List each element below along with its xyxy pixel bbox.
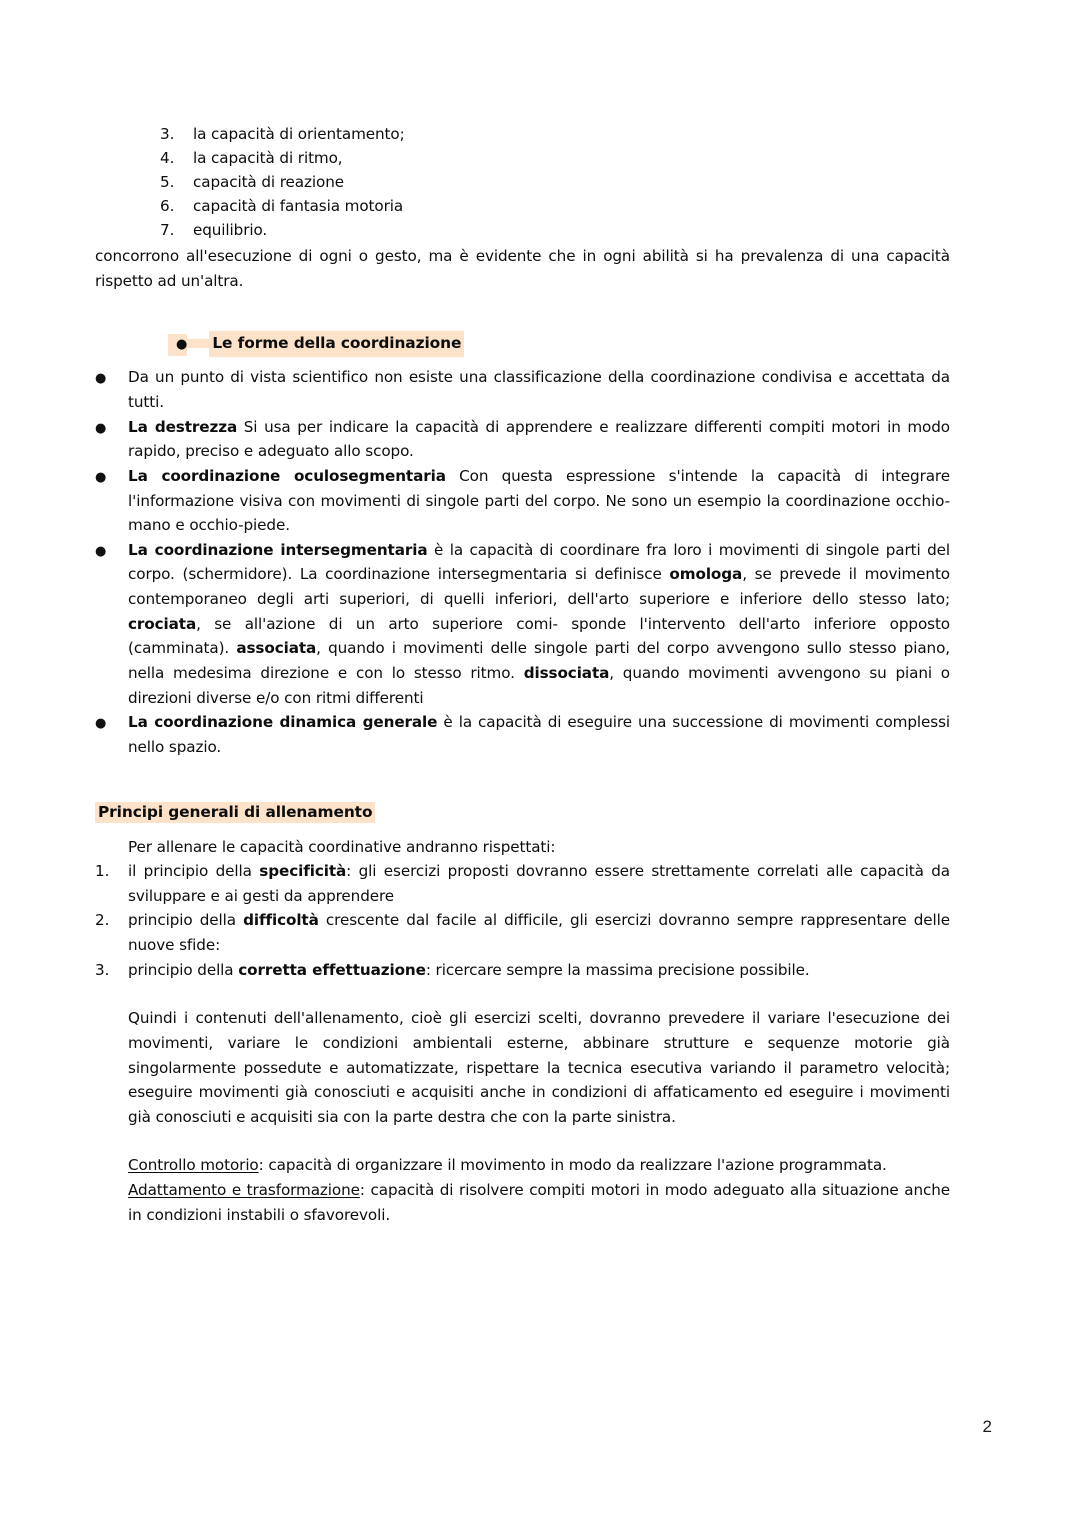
list-item-number: 4. — [160, 149, 175, 168]
list-item-body-text: è la capacità di eseguire una successione di movimenti complessi nello spazio. — [128, 713, 950, 756]
bullet-icon: ● — [95, 716, 107, 732]
definition-term: Adattamento e trasformazione — [128, 1181, 360, 1200]
spacer — [95, 1129, 950, 1153]
list-item-label: la capacità di ritmo, — [193, 149, 343, 168]
list-item-body-text: , se all'azione di un arto superiore comi- sponde l'intervento dell'arto inferiore opposto (camminata). — [128, 614, 950, 658]
heading-forme-coordinazione-label: Le forme della coordinazione — [209, 331, 464, 357]
list-item-text: Da un punto di vista scientifico non esiste una classificazione della coordinazione condivisa e accettata da tutti. — [128, 368, 950, 412]
list-item-lead-term: La destrezza — [128, 417, 238, 436]
list-item-number: 1. — [95, 862, 110, 881]
list-item-label: capacità di fantasia motoria — [193, 197, 404, 216]
list-item-text — [128, 908, 950, 957]
emphasis-corretta-effettuazione: corretta effettuazione — [238, 960, 426, 979]
list-item-post-text: : ricercare sempre la massima precisione possibile. — [425, 960, 810, 979]
emphasis-dissociata: dissociata — [523, 663, 610, 682]
list-item — [95, 464, 950, 538]
list-item — [95, 958, 950, 983]
bullet-icon: ● — [95, 543, 107, 559]
forme-coordinazione-list — [95, 365, 950, 759]
list-item-number: 3. — [95, 960, 110, 979]
list-item — [95, 218, 950, 242]
list-item — [95, 146, 950, 170]
principi-numbered-list — [95, 859, 950, 982]
bullet-icon: ● — [95, 420, 107, 436]
list-item-text — [128, 958, 950, 983]
heading-forme-coordinazione — [95, 331, 950, 357]
definition-adattamento-trasformazione — [128, 1178, 950, 1227]
list-item-body-text: , quando i movimenti delle singole parti del corpo avvengono sullo stesso piano, nella medesima direzione e con lo stesso ritmo. — [128, 639, 950, 682]
list-item — [95, 122, 950, 146]
bullet-icon: ● — [95, 469, 107, 485]
emphasis-specificita: specificità — [259, 862, 347, 881]
bullet-icon: ● — [95, 371, 107, 387]
list-item — [95, 415, 950, 464]
definitions-block — [128, 1153, 950, 1227]
list-item-label: capacità di reazione — [193, 173, 344, 192]
list-item-pre-text: il principio della — [128, 862, 260, 881]
list-item-text — [128, 859, 950, 908]
list-item-lead-term: La coordinazione dinamica generale — [128, 713, 438, 732]
list-item-label: equilibrio. — [193, 221, 268, 240]
list-item-lead-term: La coordinazione oculosegmentaria — [128, 466, 446, 485]
emphasis-difficolta: difficoltà — [243, 911, 319, 930]
emphasis-omologa: omologa — [669, 565, 743, 584]
list-item — [95, 170, 950, 194]
list-item — [95, 859, 950, 908]
list-item-body-text: Con questa espressione s'intende la capacità di integrare l'informazione visiva con movimenti di singole parti del corpo. Ne sono un esempio la coordinazione occhio-mano e occhio-piede. — [128, 466, 950, 535]
definition-term: Controllo motorio — [128, 1156, 259, 1175]
list-item — [95, 908, 950, 957]
list-item-number: 5. — [160, 173, 175, 192]
list-item-post-text: crescente dal facile al difficile, gli esercizi dovranno sempre rappresentare delle nuove sfide: — [128, 911, 950, 955]
list-item-text — [128, 538, 950, 710]
emphasis-associata: associata — [236, 639, 317, 658]
list-item-body-text: , se prevede il movimento contemporaneo degli arti superiori, di quelli inferiori, dell'arto superiore e inferiore dello stesso lato; — [128, 565, 950, 609]
emphasis-crociata: crociata — [128, 614, 197, 633]
list-item — [95, 365, 950, 414]
definition-text: : capacità di risolvere compiti motori in modo adeguato alla situazione anche in condizioni instabili o sfavorevoli. — [128, 1181, 950, 1224]
spacer — [95, 982, 950, 1006]
list-item-pre-text: principio della — [128, 911, 244, 930]
list-item-lead-term: La coordinazione intersegmentaria — [128, 540, 428, 559]
list-item-body-text: Si usa per indicare la capacità di apprendere e realizzare differenti compiti motori in modo rapido, preciso e adeguato allo scopo. — [128, 417, 950, 461]
document-content — [95, 122, 950, 1227]
list-item-body-text: è la capacità di coordinare fra loro i movimenti di singole parti del corpo. (schermidore). La coordinazione intersegmentaria si definisce — [128, 540, 950, 584]
heading-highlight-spacer — [187, 339, 209, 348]
list-item — [95, 710, 950, 759]
bullet-icon: ● — [168, 334, 187, 356]
definition-controllo-motorio — [128, 1153, 950, 1178]
definition-text: : capacità di organizzare il movimento in modo da realizzare l'azione programmata. — [258, 1156, 887, 1175]
list-item-body-text: , quando movimenti avvengono su piani o direzioni diverse e/o con ritmi differenti — [128, 663, 951, 707]
principi-closing-paragraph: Quindi i contenuti dell'allenamento, cioè gli esercizi scelti, dovranno prevedere il variare l'esecuzione dei movimenti, variare le condizioni ambientali esterne, abbinare strutture e sequenze motorie già singolarmente possedute e automatizzate, rispettare la tecnica esecutiva variando il parametro velocità; eseguire movimenti già conosciuti e acquisiti anche in condizioni di affaticamento ed eseguire i movimenti già conosciuti e acquisiti sia con la parte destra che con la parte sinistra. — [128, 1009, 950, 1126]
list-item — [95, 194, 950, 218]
list-item-number: 7. — [160, 221, 175, 240]
list-item-text — [128, 415, 950, 464]
list-item-number: 6. — [160, 197, 175, 216]
list-item-label: la capacità di orientamento; — [193, 125, 405, 143]
list-item-text — [128, 710, 950, 759]
list-item-post-text: : gli esercizi proposti dovranno essere strettamente correlati alle capacità da sviluppare e ai gesti da apprendere — [128, 862, 950, 905]
list-item — [95, 538, 950, 710]
heading-principi-allenamento — [95, 801, 950, 824]
list-item-number: 2. — [95, 911, 110, 930]
capacity-numbered-list — [95, 122, 950, 242]
list-item-text — [128, 464, 950, 538]
list-item-number: 3. — [160, 125, 175, 143]
top-list-trailing-paragraph: concorrono all'esecuzione di ogni o gesto, ma è evidente che in ogni abilità si ha prevalenza di una capacità rispetto ad un'altra. — [95, 247, 950, 290]
principi-intro-text: Per allenare le capacità coordinative andranno rispettati: — [128, 837, 556, 856]
heading-principi-allenamento-label: Principi generali di allenamento — [95, 802, 375, 823]
list-item-pre-text: principio della — [128, 960, 239, 979]
page-number: 2 — [982, 1417, 992, 1436]
